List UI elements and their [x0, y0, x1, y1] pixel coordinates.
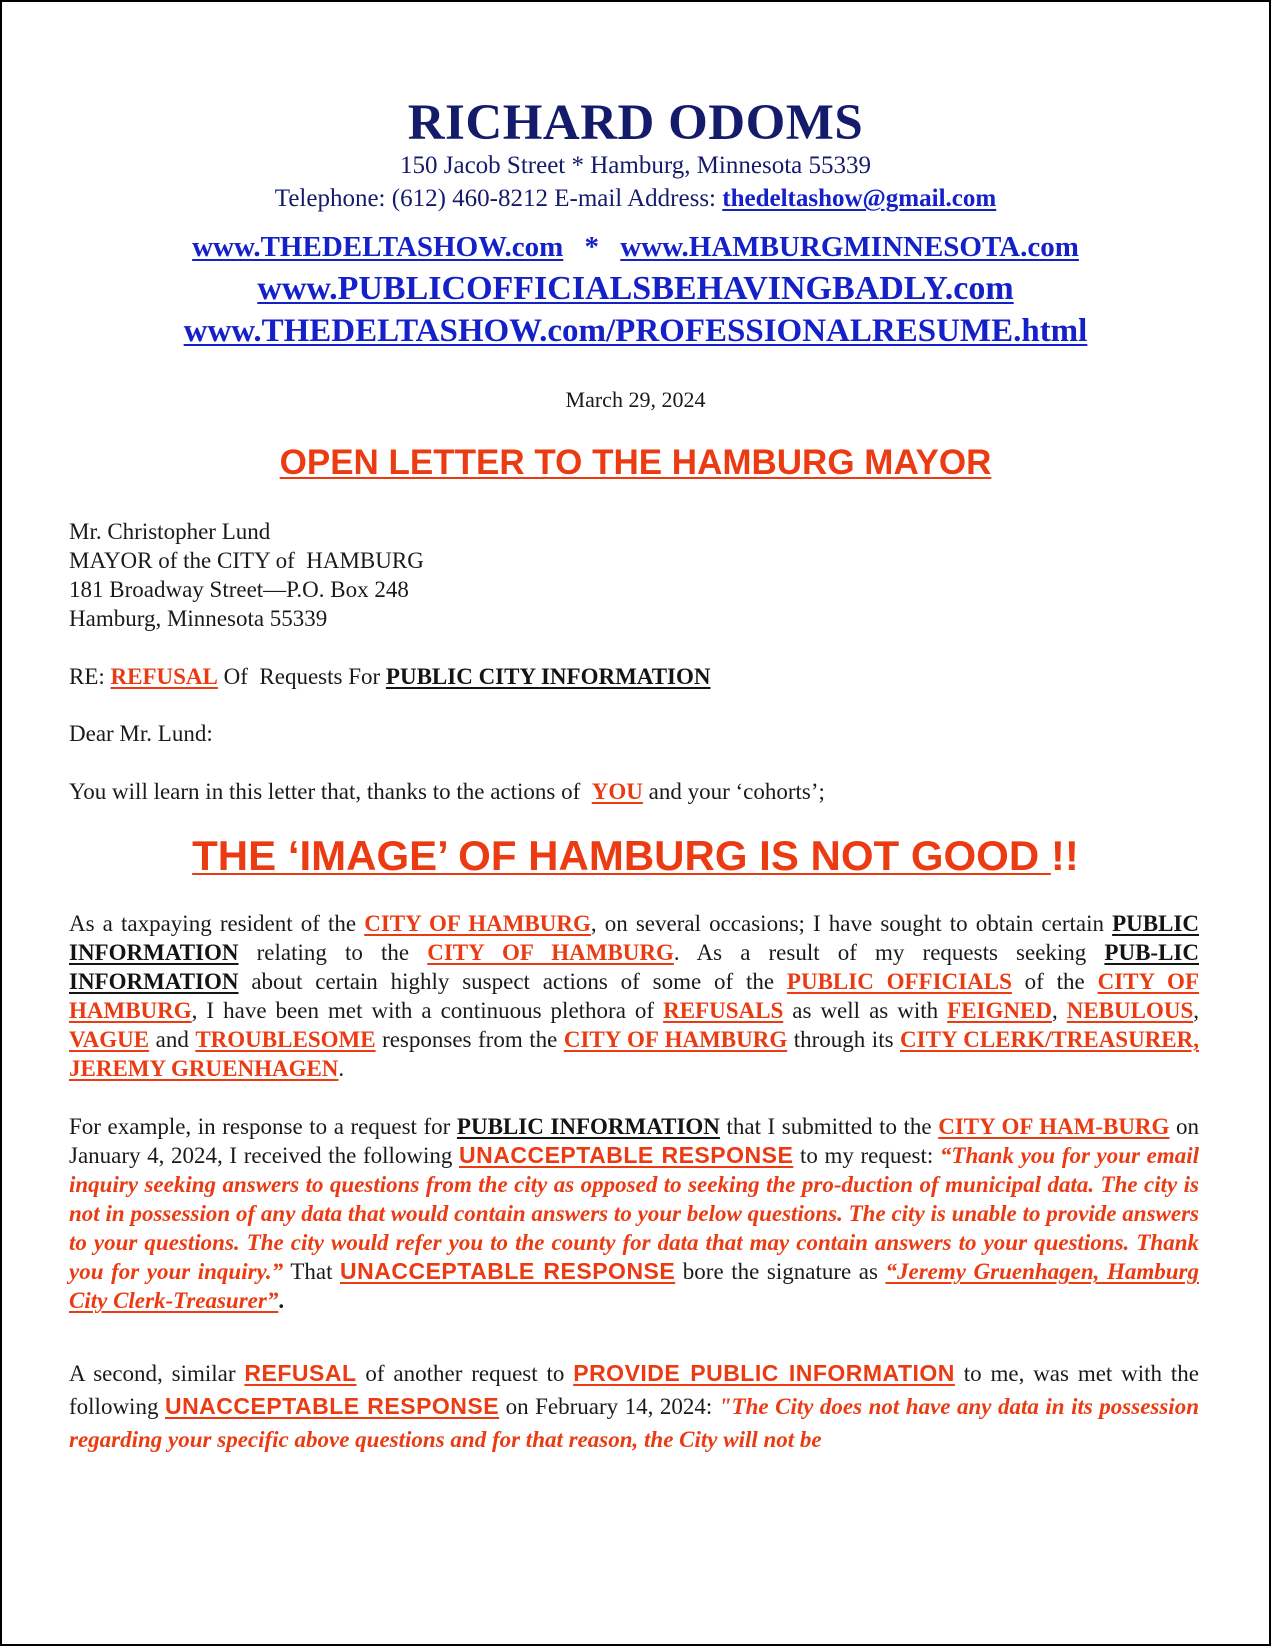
- paragraph-text: and: [149, 1027, 196, 1052]
- paragraph-text: to my request:: [793, 1143, 940, 1168]
- contact-prefix: Telephone: (612) 460-8212 E-mail Address:: [274, 185, 723, 212]
- highlighted-term: CITY CLERK/TREASURER, JEREMY GRUENHAGEN: [69, 1027, 1200, 1081]
- paragraph-3: [69, 1357, 1199, 1456]
- recipient-line-2: MAYOR of the CITY of HAMBURG: [69, 548, 424, 573]
- paragraph-text: responses from the: [375, 1027, 564, 1052]
- quoted-signature: “Jeremy Gruenhagen, Hamburg City Clerk-Treasurer”: [69, 1259, 1199, 1313]
- highlighted-term: CITY OF HAMBURG: [364, 911, 591, 936]
- sender-address: 150 Jacob Street * Hamburg, Minnesota 55339: [400, 152, 871, 179]
- paragraph-text: .: [278, 1288, 285, 1313]
- highlighted-term: CITY OF HAMBURG: [563, 1027, 788, 1052]
- re-prefix: RE:: [69, 664, 111, 689]
- highlighted-term: CITY OF HAM-BURG: [938, 1114, 1170, 1139]
- highlighted-term: TROUBLESOME: [195, 1027, 376, 1052]
- paragraph-text: As a taxpaying resident of the: [69, 911, 365, 936]
- highlighted-term: CITY OF HAMBURG: [69, 969, 1199, 1023]
- paragraph-text: about certain highly suspect actions of some of the: [238, 969, 787, 994]
- intro-you: YOU: [591, 779, 643, 804]
- highlighted-term: NEBULOUS: [1066, 998, 1194, 1023]
- re-subject: PUBLIC CITY INFORMATION: [385, 664, 711, 689]
- emphasized-phrase: UNACCEPTABLE RESPONSE: [164, 1393, 500, 1419]
- paragraph-text: , on several occasions; I have sought to obtain certain: [590, 911, 1113, 936]
- paragraph-text: as well as with: [783, 998, 948, 1023]
- emphasized-term: PUBLIC INFORMATION: [456, 1114, 720, 1139]
- highlighted-term: VAGUE: [69, 1027, 150, 1052]
- image-headline-text: THE ‘IMAGE’ OF HAMBURG IS NOT GOOD: [192, 832, 1051, 879]
- highlighted-term: PUBLIC OFFICIALS: [786, 969, 1012, 994]
- re-refusal: REFUSAL: [110, 664, 218, 689]
- paragraph-text: that I submitted to the: [719, 1114, 939, 1139]
- paragraph-text: bore the signature as: [675, 1259, 886, 1284]
- salutation: Dear Mr. Lund:: [69, 721, 213, 746]
- email-link[interactable]: thedeltashow@gmail.com: [722, 185, 997, 212]
- paragraph-text: of the: [1011, 969, 1098, 994]
- website-link-1[interactable]: www.THEDELTASHOW.com: [192, 231, 564, 263]
- website-separator: *: [584, 231, 600, 263]
- website-link-4[interactable]: www.THEDELTASHOW.com/PROFESSIONALRESUME.html: [183, 313, 1088, 349]
- recipient-address: [69, 517, 424, 633]
- paragraph-text: A second, similar: [69, 1361, 245, 1386]
- emphasized-phrase: UNACCEPTABLE RESPONSE: [459, 1142, 794, 1168]
- emphasized-term: PUB-LIC INFORMATION: [69, 940, 1199, 994]
- website-link-2[interactable]: www.HAMBURGMINNESOTA.com: [620, 231, 1079, 263]
- paragraph-text: , I have been met with a continuous plethora of: [191, 998, 664, 1023]
- image-headline-exclaim: !!: [1050, 832, 1079, 879]
- paragraph-2: [69, 1112, 1199, 1315]
- highlighted-term: FEIGNED: [947, 998, 1052, 1023]
- re-line: [69, 664, 711, 690]
- paragraph-text: For example, in response to a request for: [69, 1114, 457, 1139]
- emphasized-phrase: REFUSAL: [244, 1360, 357, 1386]
- intro-before: You will learn in this letter that, thanks to the actions of: [69, 779, 592, 804]
- paragraph-text: That: [283, 1259, 341, 1284]
- quoted-response: “Thank you for your email inquiry seeking answers to questions from the city as opposed to seeking the pro-duction of municipal data. The city is not in possession of any data that would contain answers to your below questions. The city is unable to provide answers to your questions. The city would refer you to the county for data that may contain answers to your questions. Thank you for your inquiry.”: [69, 1143, 1200, 1284]
- image-headline: [2, 832, 1269, 880]
- paragraph-text: relating to the: [238, 940, 428, 965]
- emphasized-phrase: PROVIDE PUBLIC INFORMATION: [573, 1360, 955, 1386]
- recipient-line-1: Mr. Christopher Lund: [69, 519, 271, 544]
- paragraph-text: ,: [1051, 998, 1067, 1023]
- highlighted-term: CITY OF HAMBURG: [427, 940, 674, 965]
- sender-contact: [2, 185, 1269, 213]
- website-row-1: [2, 231, 1269, 264]
- website-row-3: [2, 313, 1269, 350]
- sender-name: RICHARD ODOMS: [407, 95, 864, 151]
- paragraph-text: .: [338, 1056, 345, 1081]
- letter-title: [2, 443, 1269, 483]
- paragraph-text: ,: [1193, 998, 1200, 1023]
- letter-title-text: OPEN LETTER TO THE HAMBURG MAYOR: [279, 443, 992, 482]
- intro-after: and your ‘cohorts’;: [642, 779, 825, 804]
- paragraph-text: through its: [787, 1027, 901, 1052]
- re-middle: Of Requests For: [217, 664, 386, 689]
- website-link-3[interactable]: www.PUBLICOFFICIALSBEHAVINGBADLY.com: [257, 270, 1014, 307]
- paragraph-1: [69, 909, 1199, 1083]
- recipient-line-4: Hamburg, Minnesota 55339: [69, 606, 328, 631]
- emphasized-phrase: UNACCEPTABLE RESPONSE: [340, 1258, 676, 1284]
- recipient-line-3: 181 Broadway Street—P.O. Box 248: [69, 577, 409, 602]
- paragraph-text: . As a result of my requests seeking: [673, 940, 1105, 965]
- intro-line: [69, 779, 825, 805]
- emphasized-term: PUBLIC INFORMATION: [69, 911, 1199, 965]
- paragraph-text: to me, was met with the following: [69, 1361, 1200, 1419]
- paragraph-text: on February 14, 2024:: [499, 1394, 719, 1419]
- paragraph-text: on January 4, 2024, I received the following: [69, 1114, 1200, 1168]
- highlighted-term: REFUSALS: [663, 998, 784, 1023]
- paragraph-text: of another request to: [356, 1361, 574, 1386]
- quoted-response: "The City does not have any data in its possession regarding your specific above questions and for that reason, the City will not be: [69, 1394, 1199, 1452]
- website-row-2: [2, 270, 1269, 308]
- letter-date: March 29, 2024: [565, 387, 706, 412]
